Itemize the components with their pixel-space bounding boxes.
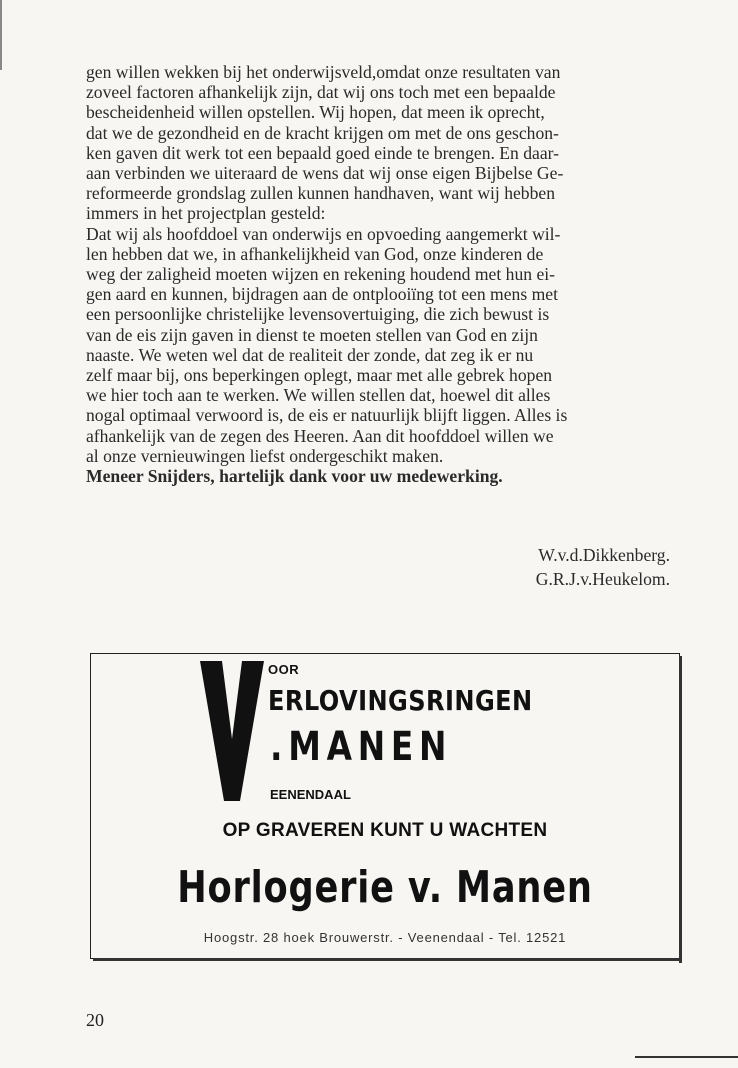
big-v-letter: [200, 661, 264, 801]
bottom-rule: [635, 1056, 738, 1058]
ad-shadow-bottom: [93, 958, 682, 961]
body-line: bescheidenheid willen opstellen. Wij hopen, dat meen ik oprecht,: [86, 102, 545, 123]
ad-horlogerie-title: Horlogerie v. Manen: [177, 862, 593, 913]
body-line: ken gaven dit werk tot een bepaald goed einde te brengen. En daar-: [86, 142, 560, 163]
body-line: immers in het projectplan gesteld:: [86, 203, 326, 224]
ad-graveren-slogan: OP GRAVEREN KUNT U WACHTEN: [222, 820, 548, 841]
signature-line: W.v.d.Dikkenberg.: [538, 545, 670, 565]
article-body: [86, 62, 686, 486]
body-line: zelf maar bij, ons beperkingen oplegt, maar met alle gebrek hopen: [86, 365, 553, 386]
ad-town: EENENDAAL: [270, 787, 351, 802]
body-line: gen aard en kunnen, bijdragen aan de ontplooiïng tot een mens met: [86, 284, 558, 305]
ad-address: Hoogstr. 28 hoek Brouwerstr. - Veenendaal - Tel. 12521: [203, 930, 567, 945]
scan-edge-mark: [0, 0, 2, 70]
body-line: zoveel factoren afhankelijk zijn, dat wij ons toch met een bepaalde: [86, 82, 556, 103]
body-line: len hebben dat we, in afhankelijkheid van God, onze kinderen de: [86, 243, 544, 264]
ad-voor-text: OOR: [268, 662, 300, 677]
body-line: weg der zaligheid moeten wijzen en rekening houdend met hun ei-: [86, 264, 556, 285]
page-number: 20: [86, 1010, 104, 1030]
signature-line: G.R.J.v.Heukelom.: [535, 569, 670, 589]
body-line: van de eis zijn gaven in dienst te moeten stellen van God en zijn: [86, 324, 538, 345]
body-line: nogal optimaal verwoord is, de eis er natuurlijk blijft liggen. Alles is: [86, 405, 568, 426]
body-line: een persoonlijke christelijke levensovertuiging, die zich bewust is: [86, 304, 550, 325]
body-line: gen willen wekken bij het onderwijsveld,omdat onze resultaten van: [86, 62, 561, 82]
body-line: al onze vernieuwingen liefst ondergeschikt maken.: [86, 445, 444, 466]
ad-shadow-right: [679, 656, 682, 963]
body-line: aan verbinden we uiteraard de wens dat wij onse eigen Bijbelse Ge-: [86, 163, 564, 184]
signatures: [460, 543, 670, 591]
body-line: we hier toch aan te werken. We willen stellen dat, hoewel dit alles: [86, 385, 551, 406]
body-line: dat we de gezondheid en de kracht krijgen om met de ons geschon-: [86, 122, 559, 143]
body-line: Dat wij als hoofddoel van onderwijs en opvoeding aangemerkt wil-: [86, 223, 561, 244]
body-line: naaste. We weten wel dat de realiteit der zonde, dat zeg ik er nu: [86, 344, 534, 365]
thanks-line: Meneer Snijders, hartelijk dank voor uw medewerking.: [86, 466, 503, 487]
body-line: reformeerde grondslag zullen kunnen handhaven, want wij hebben: [86, 183, 556, 204]
ad-manen: .MANEN: [270, 724, 453, 770]
body-line: afhankelijk van de zegen des Heeren. Aan dit hoofddoel willen we: [86, 425, 554, 446]
big-v-shape: [200, 661, 264, 801]
ad-verlovingsringen: ERLOVINGSRINGEN: [268, 684, 533, 717]
